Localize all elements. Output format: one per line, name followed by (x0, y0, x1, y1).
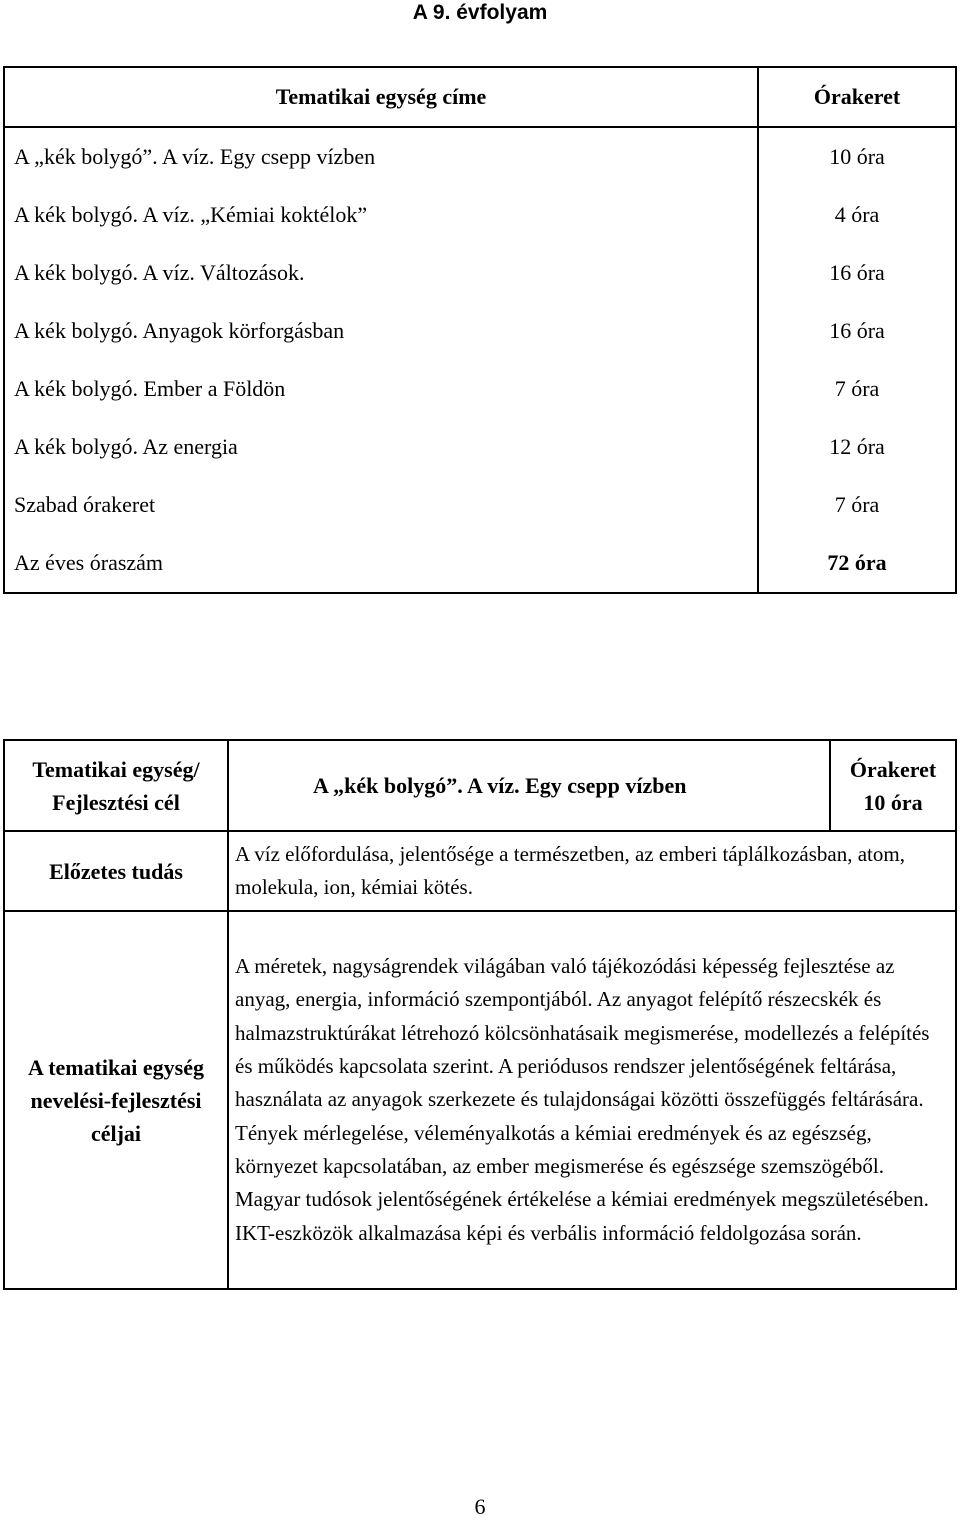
hours-cell: 7 óra (834, 492, 880, 517)
unit-table (3, 739, 957, 1290)
table-row (4, 244, 956, 302)
topic-cell: A kék bolygó. A víz. „Kémiai koktélok” (4, 186, 758, 244)
topic-cell: A „kék bolygó”. A víz. Egy csepp vízben (4, 127, 758, 186)
unit-label-cell (4, 740, 228, 831)
table-row (4, 476, 956, 534)
col-topic-header: Tematikai egység címe (4, 67, 758, 127)
total-label: Az éves óraszám (4, 534, 758, 593)
hours-cell: 7 óra (834, 376, 880, 401)
goals-row (4, 911, 956, 1289)
goals-label-cell (4, 911, 228, 1289)
table-row (4, 418, 956, 476)
hours-cell: 4 óra (834, 202, 880, 227)
topic-cell: A kék bolygó. Ember a Földön (4, 360, 758, 418)
table-row (4, 302, 956, 360)
total-hours: 72 óra (827, 550, 887, 575)
unit-hours-cell (830, 740, 956, 831)
table-row (4, 360, 956, 418)
topic-cell: A kék bolygó. Anyagok körforgásban (4, 302, 758, 360)
unit-title: A „kék bolygó”. A víz. Egy csepp vízben (228, 740, 830, 831)
overview-table (3, 66, 957, 594)
topic-cell: A kék bolygó. A víz. Változások. (4, 244, 758, 302)
hours-cell: 16 óra (829, 318, 885, 343)
grade-heading: A 9. évfolyam (412, 1, 548, 24)
goals-label-line1: A tematikai egység (28, 1054, 204, 1080)
prior-knowledge-label: Előzetes tudás (4, 831, 228, 911)
table-row (4, 127, 956, 186)
prior-knowledge-text: A víz előfordulása, jelentősége a természetben, az emberi táplálkozásban, atom, molekula, ion, kémiai kötés. (228, 831, 956, 911)
unit-hours-value: 10 óra (863, 789, 923, 815)
col-hours-header: Órakeret (758, 67, 956, 127)
overview-header-row (4, 67, 956, 127)
hours-cell: 12 óra (829, 434, 885, 459)
topic-cell: A kék bolygó. Az energia (4, 418, 758, 476)
hours-cell: 10 óra (829, 144, 885, 169)
goals-label-line2: nevelési-fejlesztési (30, 1087, 202, 1113)
table-row (4, 186, 956, 244)
page-number: 6 (474, 1494, 486, 1519)
unit-label-line2: Fejlesztési cél (52, 789, 180, 815)
goals-label-line3: céljai (90, 1120, 142, 1146)
total-row (4, 534, 956, 593)
unit-header-row (4, 740, 956, 831)
hours-cell: 16 óra (829, 260, 885, 285)
prior-knowledge-row (4, 831, 956, 911)
topic-cell: Szabad órakeret (4, 476, 758, 534)
goals-text: A méretek, nagyságrendek világában való tájékozódási képesség fejlesztése az anyag, energia, információ szempontjából. Az anyagot felépítő részecskék és halmazstruktúrákat létrehozó kölcsönhatásaik megismerése, modellezés a felépítés és működés kapcsolata szerint. A periódusos rendszer jelentőségének feltárása, használata az anyagok szerkezete és tulajdonságai közötti összefüggés feltárására. Tények mérlegelése, véleményalkotás a kémiai eredmények és az egészség, környezet kapcsolatában, az ember megismerése és egészsége szemszögéből. Magyar tudósok jelentőségének értékelése a kémiai eredmények megszületésében. IKT-eszközök alkalmazása képi és verbális információ feldolgozása során. (228, 911, 956, 1289)
unit-hours-label: Órakeret (849, 756, 937, 782)
unit-label-line1: Tematikai egység/ (32, 756, 200, 782)
